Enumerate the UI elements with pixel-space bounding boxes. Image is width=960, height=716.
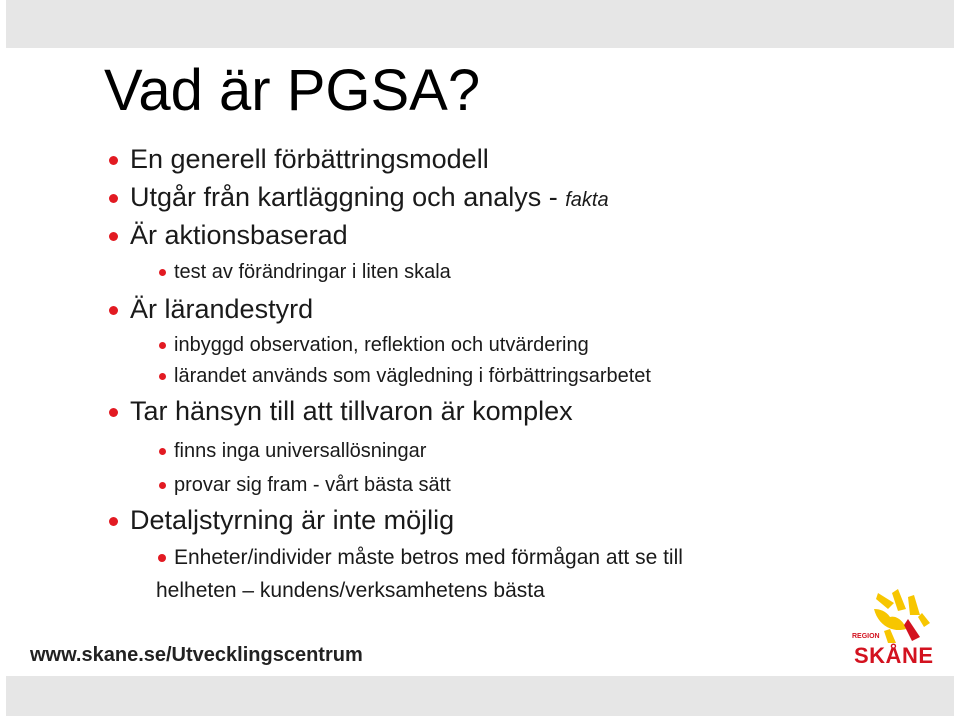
bullet-dot-icon [109, 194, 118, 203]
bullet-text: inbyggd observation, reflektion och utvärdering [174, 334, 589, 356]
bullet-text: provar sig fram - vårt bästa sätt [174, 474, 451, 496]
sub-bullet-item [174, 547, 683, 568]
footer-band [6, 676, 954, 716]
bullet-text: finns inga universallösningar [174, 440, 427, 462]
bullet-dot-icon [159, 269, 166, 276]
sub-bullet-item [174, 335, 589, 355]
region-skane-logo [848, 585, 944, 671]
bullet-dot-icon [159, 342, 166, 349]
bullet-text: Är lärandestyrd [130, 294, 314, 324]
sub-bullet-item [174, 262, 451, 282]
bullet-dot-icon [109, 232, 118, 241]
logo-region-label: REGION [852, 633, 880, 640]
bullet-continuation-text: helheten – kundens/verksamhetens bästa [156, 579, 545, 602]
bullet-text: Tar hänsyn till att tillvaron är komplex [130, 396, 573, 426]
bullet-dot-icon [159, 448, 166, 455]
bullet-text-italic: fakta [565, 189, 609, 211]
bullet-item [130, 398, 573, 425]
bullet-dot-icon [109, 517, 118, 526]
bullet-dot-icon [109, 408, 118, 417]
bullet-text: Utgår från kartläggning och analys - [130, 182, 566, 212]
bullet-text: test av förändringar i liten skala [174, 261, 451, 283]
bullet-text: En generell förbättringsmodell [130, 144, 489, 174]
sub-bullet-item [174, 441, 426, 461]
bullet-dot-icon [109, 156, 118, 165]
bullet-item [130, 184, 609, 211]
bullet-text: Är aktionsbaserad [130, 220, 348, 250]
bullet-item [130, 146, 489, 173]
bullet-dot-icon [159, 373, 166, 380]
bullet-item [130, 222, 348, 249]
header-band [6, 0, 954, 48]
bullet-dot-icon [158, 554, 166, 562]
sub-bullet-item [174, 366, 651, 386]
bullet-text: Enheter/individer måste betros med förmågan att se till [174, 546, 683, 569]
footer-url: www.skane.se/Utvecklingscentrum [30, 644, 363, 666]
bullet-text: lärandet används som vägledning i förbättringsarbetet [174, 365, 651, 387]
slide-title: Vad är PGSA? [104, 58, 481, 123]
bullet-item [130, 296, 313, 323]
logo-name: SKÅNE [854, 643, 934, 668]
bullet-dot-icon [109, 306, 118, 315]
bullet-item [130, 507, 454, 534]
sub-bullet-item [174, 475, 451, 495]
bullet-dot-icon [159, 482, 166, 489]
bullet-text: Detaljstyrning är inte möjlig [130, 505, 455, 535]
